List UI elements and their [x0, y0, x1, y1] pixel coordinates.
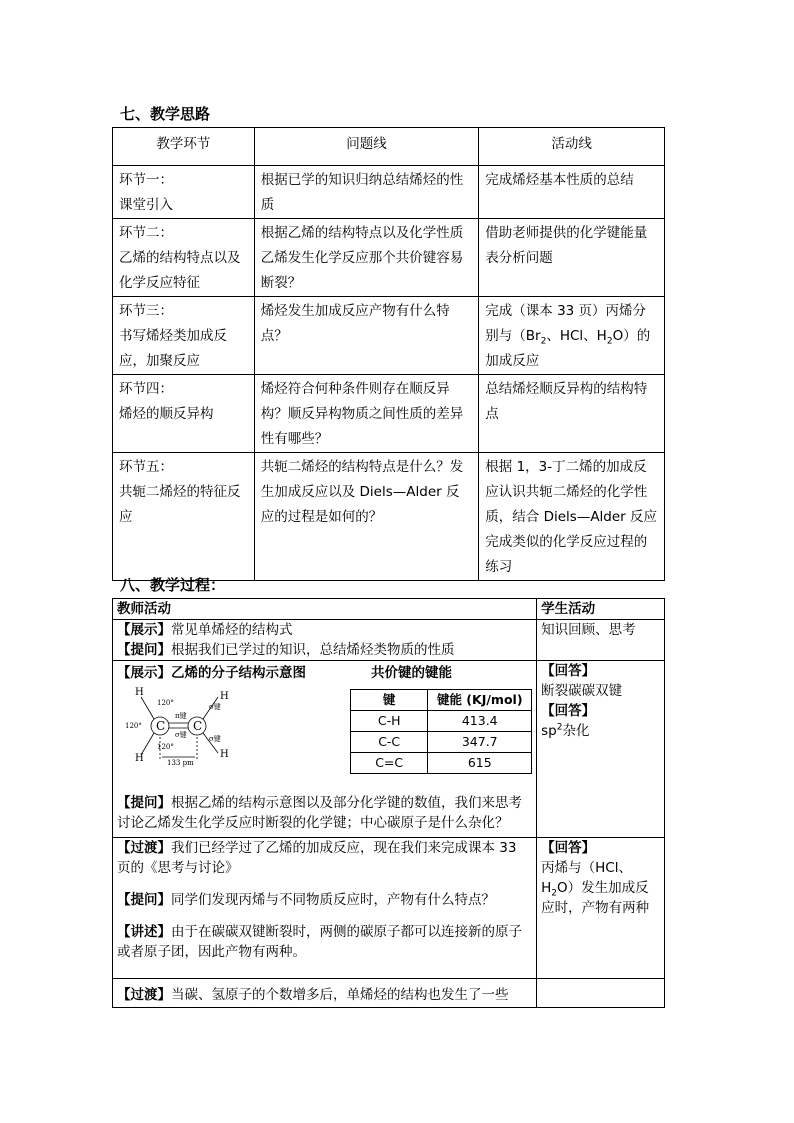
- teacher-activity-cell: [113, 838, 537, 979]
- sigma-bond-label: σ键: [209, 703, 221, 711]
- atom-c: C: [193, 719, 203, 733]
- teaching-process-table: [112, 598, 665, 1008]
- angle-label: 120°: [157, 699, 174, 707]
- activity-text-a: 完成（课本 33 页）丙烯分别与（Br: [485, 303, 647, 344]
- atom-h: H: [220, 691, 229, 702]
- bond-energy-value: 413.4: [428, 711, 532, 732]
- ethylene-structure-diagram: [125, 687, 235, 767]
- bond-energy-header: 键能 (KJ/mol): [428, 690, 532, 711]
- angle-label: 120°: [125, 722, 142, 730]
- activity-cell: 完成烯烃基本性质的总结: [479, 166, 665, 219]
- col-header-stage: 教学环节: [113, 128, 255, 166]
- tag-answer: 【回答】: [541, 840, 596, 856]
- transition-text: 我们已经学过了乙烯的加成反应，现在我们来完成课本 33 页的《思考与讨论》: [117, 840, 517, 876]
- question-text: 同学们发现丙烯与不同物质反应时，产物有什么特点？: [171, 892, 495, 908]
- col-header-teacher: 教师活动: [113, 599, 537, 620]
- col-header-activity: 活动线: [479, 128, 665, 166]
- atom-h: H: [135, 687, 144, 698]
- tag-lecture: 【讲述】: [117, 924, 171, 940]
- bond-energy-title: 共价键的键能: [371, 665, 452, 681]
- col-header-question: 问题线: [254, 128, 479, 166]
- activity-text-c: O）的加成反应: [485, 328, 651, 369]
- teacher-activity-cell: [113, 661, 537, 838]
- question-cell: 根据乙烯的结构特点以及化学性质乙烯发生化学反应那个共价键容易断裂？: [254, 219, 479, 297]
- question-text: 根据乙烯的结构示意图以及部分化学键的数值，我们来思考讨论乙烯发生化学反应时断裂的化学键；中心碳原子是什么杂化？: [117, 795, 522, 831]
- tag-show: 【展示】: [117, 622, 171, 638]
- activity-cell: 根据 1，3-丁二烯的加成反应认识共轭二烯烃的化学性质，结合 Diels—Alder 反应完成类似的化学反应过程的练习: [479, 453, 665, 581]
- answer-text: 丙烯与（HCl、H: [541, 860, 632, 896]
- question-text: 根据我们已学过的知识，总结烯烃类物质的性质: [171, 642, 455, 658]
- answer-superscript: 2: [556, 722, 563, 733]
- bond-name: C-H: [351, 711, 428, 732]
- bond-energy-table: [350, 689, 532, 774]
- bond-name: C-C: [351, 732, 428, 753]
- bond-header: 键: [351, 690, 428, 711]
- bond-name: C=C: [351, 753, 428, 774]
- activity-cell: 完成（课本 33 页）丙烯分别与（$Br_2$、HCl、$H_2O$）的加成反应: [479, 297, 665, 375]
- question-cell: 共轭二烯烃的结构特点是什么？发生加成反应以及 Diels—Alder 反应的过程是如何的？: [254, 453, 479, 581]
- sigma-bond-label: σ键: [209, 735, 221, 743]
- bond-energy-value: 615: [428, 753, 532, 774]
- stage-cell: 环节三： 书写烯烃类加成反应，加聚反应: [113, 297, 255, 375]
- show-text: 常见单烯烃的结构式: [171, 622, 293, 638]
- atom-h: H: [220, 749, 229, 760]
- tag-answer: 【回答】: [541, 663, 596, 679]
- student-activity-cell: [537, 979, 665, 1008]
- student-activity-cell: [537, 661, 665, 838]
- answer-text: 断裂碳碳双键: [541, 683, 623, 699]
- tag-question: 【提问】: [117, 892, 171, 908]
- ethylene-structure-title: 乙烯的分子结构示意图: [171, 665, 306, 681]
- stage-cell: 环节四： 烯烃的顺反异构: [113, 375, 255, 453]
- pi-bond-label: π键: [175, 712, 187, 720]
- section8-heading: 八、教学过程：: [120, 576, 226, 594]
- bond-length-label: 133 pm: [167, 759, 194, 767]
- answer-text: O）发生加成反应时，产物有两种: [541, 880, 650, 916]
- tag-question: 【提问】: [117, 795, 171, 811]
- stage-cell: 环节一： 课堂引入: [113, 166, 255, 219]
- teacher-activity-cell: [113, 620, 537, 661]
- question-cell: 烯烃发生加成反应产物有什么特点？: [254, 297, 479, 375]
- activity-cell: 借助老师提供的化学键能量表分析问题: [479, 219, 665, 297]
- section7-heading: 七、教学思路: [120, 105, 211, 123]
- stage-cell: 环节五： 共轭二烯烃的特征反应: [113, 453, 255, 581]
- student-activity-cell: 知识回顾、思考: [537, 620, 665, 661]
- teacher-activity-cell: [113, 979, 537, 1008]
- tag-answer: 【回答】: [541, 703, 596, 719]
- activity-cell: 总结烯烃顺反异构的结构特点: [479, 375, 665, 453]
- answer-text: 杂化: [562, 723, 590, 739]
- question-cell: 根据已学的知识归纳总结烯烃的性质: [254, 166, 479, 219]
- answer-text: sp: [541, 723, 557, 739]
- activity-text-b: 、HCl、H: [546, 328, 607, 344]
- angle-label: 120°: [157, 743, 174, 751]
- tag-transition: 【过渡】: [117, 987, 171, 1003]
- atom-c: C: [156, 719, 166, 733]
- bond-energy-value: 347.7: [428, 732, 532, 753]
- student-activity-cell: 【回答】 丙烯与（HCl、$H_2O$）发生加成反应时，产物有两种: [537, 838, 665, 979]
- col-header-student: 学生活动: [537, 599, 665, 620]
- stage-cell: 环节二： 乙烯的结构特点以及化学反应特征: [113, 219, 255, 297]
- lecture-text: 由于在碳碳双键断裂时，两侧的碳原子都可以连接新的原子或者原子团，因此产物有两种。: [117, 924, 522, 960]
- teaching-ideas-table: [112, 127, 665, 581]
- tag-show: 【展示】: [117, 665, 171, 681]
- sigma-bond-label: σ键: [175, 731, 187, 739]
- question-cell: 烯烃符合何种条件则存在顺反异构？顺反异构物质之间性质的差异性有哪些？: [254, 375, 479, 453]
- transition-text: 当碳、氢原子的个数增多后，单烯烃的结构也发生了一些: [171, 987, 509, 1003]
- tag-question: 【提问】: [117, 642, 171, 658]
- tag-transition: 【过渡】: [117, 840, 171, 856]
- atom-h: H: [135, 753, 144, 764]
